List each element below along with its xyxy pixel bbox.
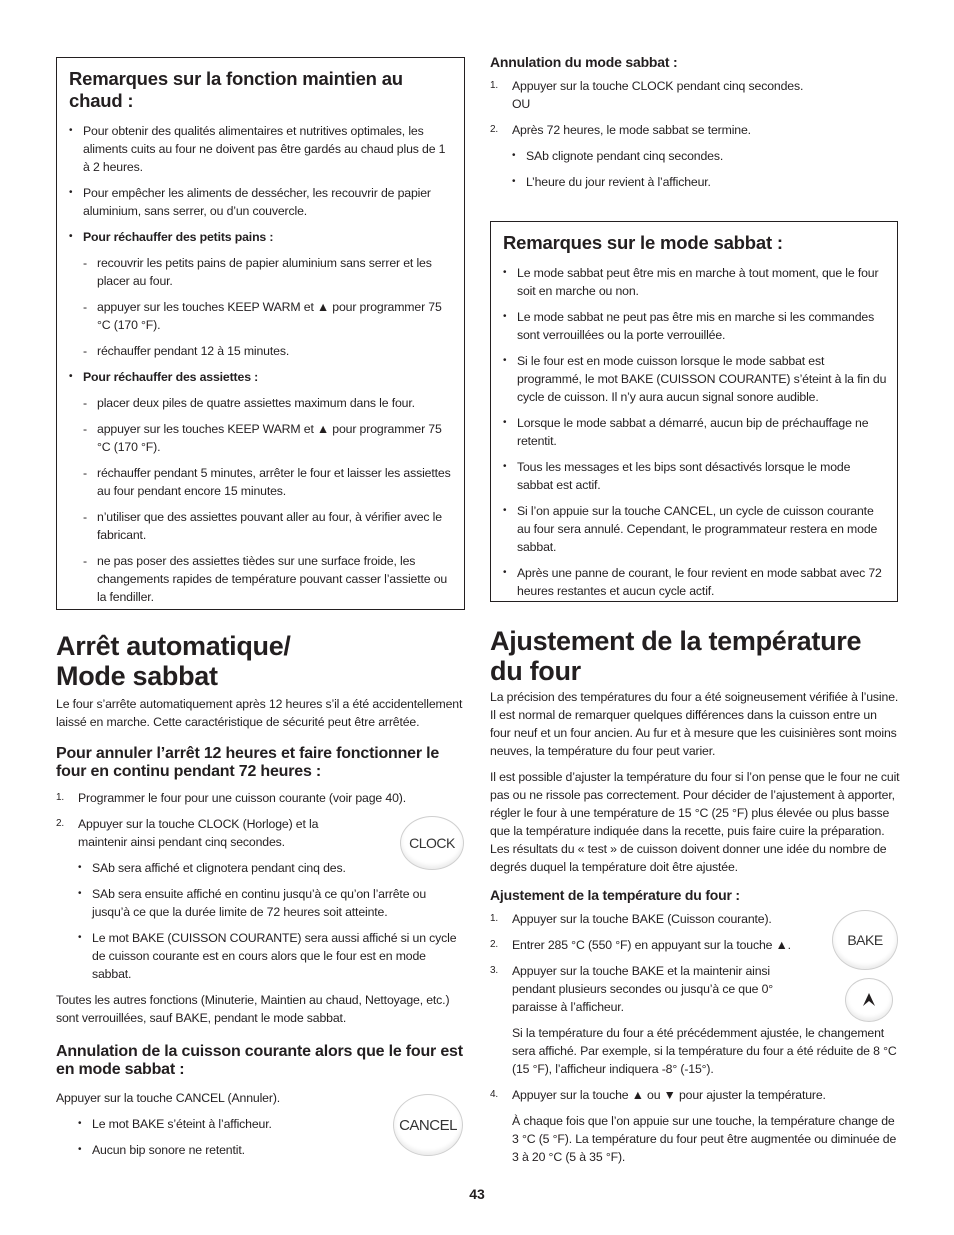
keep-warm-notes-list bbox=[69, 122, 452, 606]
item-number: 1. bbox=[490, 913, 499, 924]
subheading: Pour annuler l’arrêt 12 heures et faire fonctionner le four en continu pendant 72 heures : bbox=[56, 745, 440, 780]
sabbath-section bbox=[56, 631, 466, 1167]
list-item: • SAb sera affiché et clignotera pendant cinq des. bbox=[56, 859, 466, 877]
intro-paragraph: Le four s’arrête automatiquement après 12 heures s’il a été accidentellement laissé en marche. Cette caractéristique de sécurité peut être arrêtée. bbox=[56, 697, 463, 729]
list-item bbox=[490, 962, 812, 1016]
list-item: • Lorsque le mode sabbat a démarré, aucun bip de préchauffage ne retentit. bbox=[503, 414, 887, 450]
sabbath-notes-title: Remarques sur le mode sabbat : bbox=[503, 232, 783, 253]
list-item bbox=[490, 910, 900, 928]
list-item: • Si le four est en mode cuisson lorsque le mode sabbat est programmé, le mot BAKE (CUISSON COURANTE) s’éteint à la fin du cycle de cuisson. Il n’y aura aucun signal sonore audible. bbox=[503, 352, 887, 406]
section-title bbox=[56, 631, 466, 691]
list-item bbox=[490, 936, 900, 954]
list-item: • Le mot BAKE (CUISSON COURANTE) sera aussi affiché si un cycle de cuisson courante est en cours alors que le four est en mode sabbat. bbox=[56, 929, 466, 983]
section-title-line-1: Arrêt automatique/ bbox=[56, 631, 291, 661]
list-item: • Le mot BAKE s’éteint à l’afficheur. bbox=[56, 1115, 466, 1133]
list-item: • Si l’on appuie sur la touche CANCEL, un cycle de cuisson courante au four sera annulé. Cependant, le programmateur restera en mode sabbat. bbox=[503, 502, 887, 556]
list-item: • Tous les messages et les bips sont désactivés lorsque le mode sabbat est actif. bbox=[503, 458, 887, 494]
temperature-adjustment-section bbox=[490, 626, 900, 1174]
cancel-key-icon: CANCEL bbox=[393, 1094, 463, 1156]
list-item bbox=[56, 789, 466, 807]
paragraph: Appuyer sur la touche CANCEL (Annuler). bbox=[56, 1091, 281, 1105]
item-number: 4. bbox=[490, 1089, 499, 1100]
list-item bbox=[56, 815, 348, 851]
item-text: Appuyer sur la touche CLOCK pendant cinq secondes. bbox=[512, 79, 804, 93]
list-item: • Le mode sabbat peut être mis en marche à tout moment, que le four soit en marche ou non. bbox=[503, 264, 887, 300]
list-item: • SAb clignote pendant cinq secondes. bbox=[490, 147, 900, 165]
list-item: - recouvrir les petits pains de papier aluminium sans serrer et les placer au four. bbox=[69, 254, 452, 290]
sabbath-notes-box bbox=[490, 221, 898, 602]
list-item: • SAb sera ensuite affiché en continu jusqu’à ce qu’on l’arrête ou jusqu’à ce que la durée limite de 72 heures soit atteinte. bbox=[56, 885, 466, 921]
item-number: 2. bbox=[490, 124, 499, 135]
item-number: 1. bbox=[490, 80, 499, 91]
or-text: OU bbox=[512, 97, 531, 111]
list-item: - ne pas poser des assiettes tièdes sur une surface froide, les changements rapides de température pouvant casser l’assiette ou la fendiller. bbox=[69, 552, 452, 606]
keep-warm-notes-box bbox=[56, 57, 465, 610]
section-title-line-2: du four bbox=[490, 656, 581, 686]
bake-key-icon: BAKE bbox=[832, 910, 898, 970]
list-item bbox=[490, 121, 900, 139]
section-title-line-1: Ajustement de la température bbox=[490, 626, 862, 656]
keep-warm-notes-title: Remarques sur la fonction maintien au chaud : bbox=[69, 68, 403, 111]
list-item: • Le mode sabbat ne peut pas être mis en marche si les commandes sont verrouillées ou la porte verrouillée. bbox=[503, 308, 887, 344]
item-text: Appuyer sur la touche BAKE et la maintenir ainsi pendant plusieurs secondes ou jusqu’à ce que 0° paraisse à l’afficheur. bbox=[512, 964, 774, 1014]
list-item: • Pour réchauffer des assiettes : bbox=[69, 368, 452, 386]
subheading: Annulation de la cuisson courante alors que le four est en mode sabbat : bbox=[56, 1043, 463, 1078]
list-item: - n’utiliser que des assiettes pouvant aller au four, à vérifier avec le fabricant. bbox=[69, 508, 452, 544]
paragraph: Il est possible d’ajuster la température du four si l’on pense que le four ne cuit pas ou ne rissole pas correctement. Pour décider de l’ajustement à apporter, régler le four à une température de 15 °C (25 °F) plus élevée ou plus basse que la température indiquée dans la recette, puis faire cuire la préparation. Les résultats du « test » de cuisson doivent donner une idée du nombre de degrés duquel la température doit être ajustée. bbox=[490, 770, 900, 874]
item-text: Après 72 heures, le mode sabbat se termine. bbox=[512, 123, 751, 137]
item-text: Appuyer sur la touche BAKE (Cuisson courante). bbox=[512, 912, 772, 926]
item-number: 1. bbox=[56, 792, 65, 803]
item-text: Appuyer sur la touche CLOCK (Horloge) et la maintenir ainsi pendant cinq secondes. bbox=[78, 817, 319, 849]
paragraph: La précision des températures du four a été soigneusement vérifiée à l’usine. Il est normal de remarquer quelques différences dans la cuisson entre un four neuf et un four ancien. Au fur et à mesure que les cuisinières sont moins neuves, la température du four peut varier. bbox=[490, 690, 899, 758]
paragraph: Toutes les autres fonctions (Minuterie, Maintien au chaud, Nettoyage, etc.) sont verrouillées, sauf BAKE, pendant le mode sabbat. bbox=[56, 993, 450, 1025]
list-item: - appuyer sur les touches KEEP WARM et ▲ pour programmer 75 °C (170 °F). bbox=[69, 420, 452, 456]
page-number: 43 bbox=[469, 1186, 485, 1202]
item-text: Programmer le four pour une cuisson courante (voir page 40). bbox=[78, 791, 406, 805]
list-item: • Pour réchauffer des petits pains : bbox=[69, 228, 452, 246]
list-item: - réchauffer pendant 12 à 15 minutes. bbox=[69, 342, 452, 360]
item-text: Entrer 285 °C (550 °F) en appuyant sur la touche ▲. bbox=[512, 938, 791, 952]
sabbath-notes-list bbox=[503, 264, 887, 600]
subheading: Ajustement de la température du four : bbox=[490, 887, 740, 903]
list-item: - appuyer sur les touches KEEP WARM et ▲ pour programmer 75 °C (170 °F). bbox=[69, 298, 452, 334]
list-item: - réchauffer pendant 5 minutes, arrêter le four et laisser les assiettes au four pendant encore 15 minutes. bbox=[69, 464, 452, 500]
list-item: • Aucun bip sonore ne retentit. bbox=[56, 1141, 466, 1159]
paragraph: À chaque fois que l’on appuie sur une touche, la température change de 3 °C (5 °F). La température du four peut être augmentée ou diminuée de 3 à 20 °C (5 à 35 °F). bbox=[512, 1114, 897, 1164]
item-number: 2. bbox=[56, 818, 65, 829]
list-item bbox=[490, 77, 900, 95]
clock-key-icon: CLOCK bbox=[400, 816, 464, 870]
subheading: Annulation du mode sabbat : bbox=[490, 54, 678, 70]
section-title-line-2: Mode sabbat bbox=[56, 661, 218, 691]
list-item: - placer deux piles de quatre assiettes maximum dans le four. bbox=[69, 394, 452, 412]
item-text: Appuyer sur la touche ▲ ou ▼ pour ajuster la température. bbox=[512, 1088, 826, 1102]
list-item bbox=[490, 1086, 900, 1104]
item-number: 2. bbox=[490, 939, 499, 950]
paragraph: Si la température du four a été précédemment ajustée, le changement sera affiché. Par exemple, si la température du four a été réduite de 8 °C (15 °F), l’afficheur indiquera -8° (-15°). bbox=[512, 1026, 897, 1076]
section-title bbox=[490, 626, 900, 686]
list-item: • Pour obtenir des qualités alimentaires et nutritives optimales, les aliments cuits au four ne doivent pas être gardés au chaud plus de 1 à 2 heures. bbox=[69, 122, 452, 176]
list-item: • Pour empêcher les aliments de dessécher, les recouvrir de papier aluminium, sans serrer, ou d’un couvercle. bbox=[69, 184, 452, 220]
list-item: • L’heure du jour revient à l’afficheur. bbox=[490, 173, 900, 191]
item-number: 3. bbox=[490, 965, 499, 976]
list-item: • Après une panne de courant, le four revient en mode sabbat avec 72 heures restantes et aucun cycle actif. bbox=[503, 564, 887, 600]
cancel-sabbath-section bbox=[490, 53, 900, 199]
